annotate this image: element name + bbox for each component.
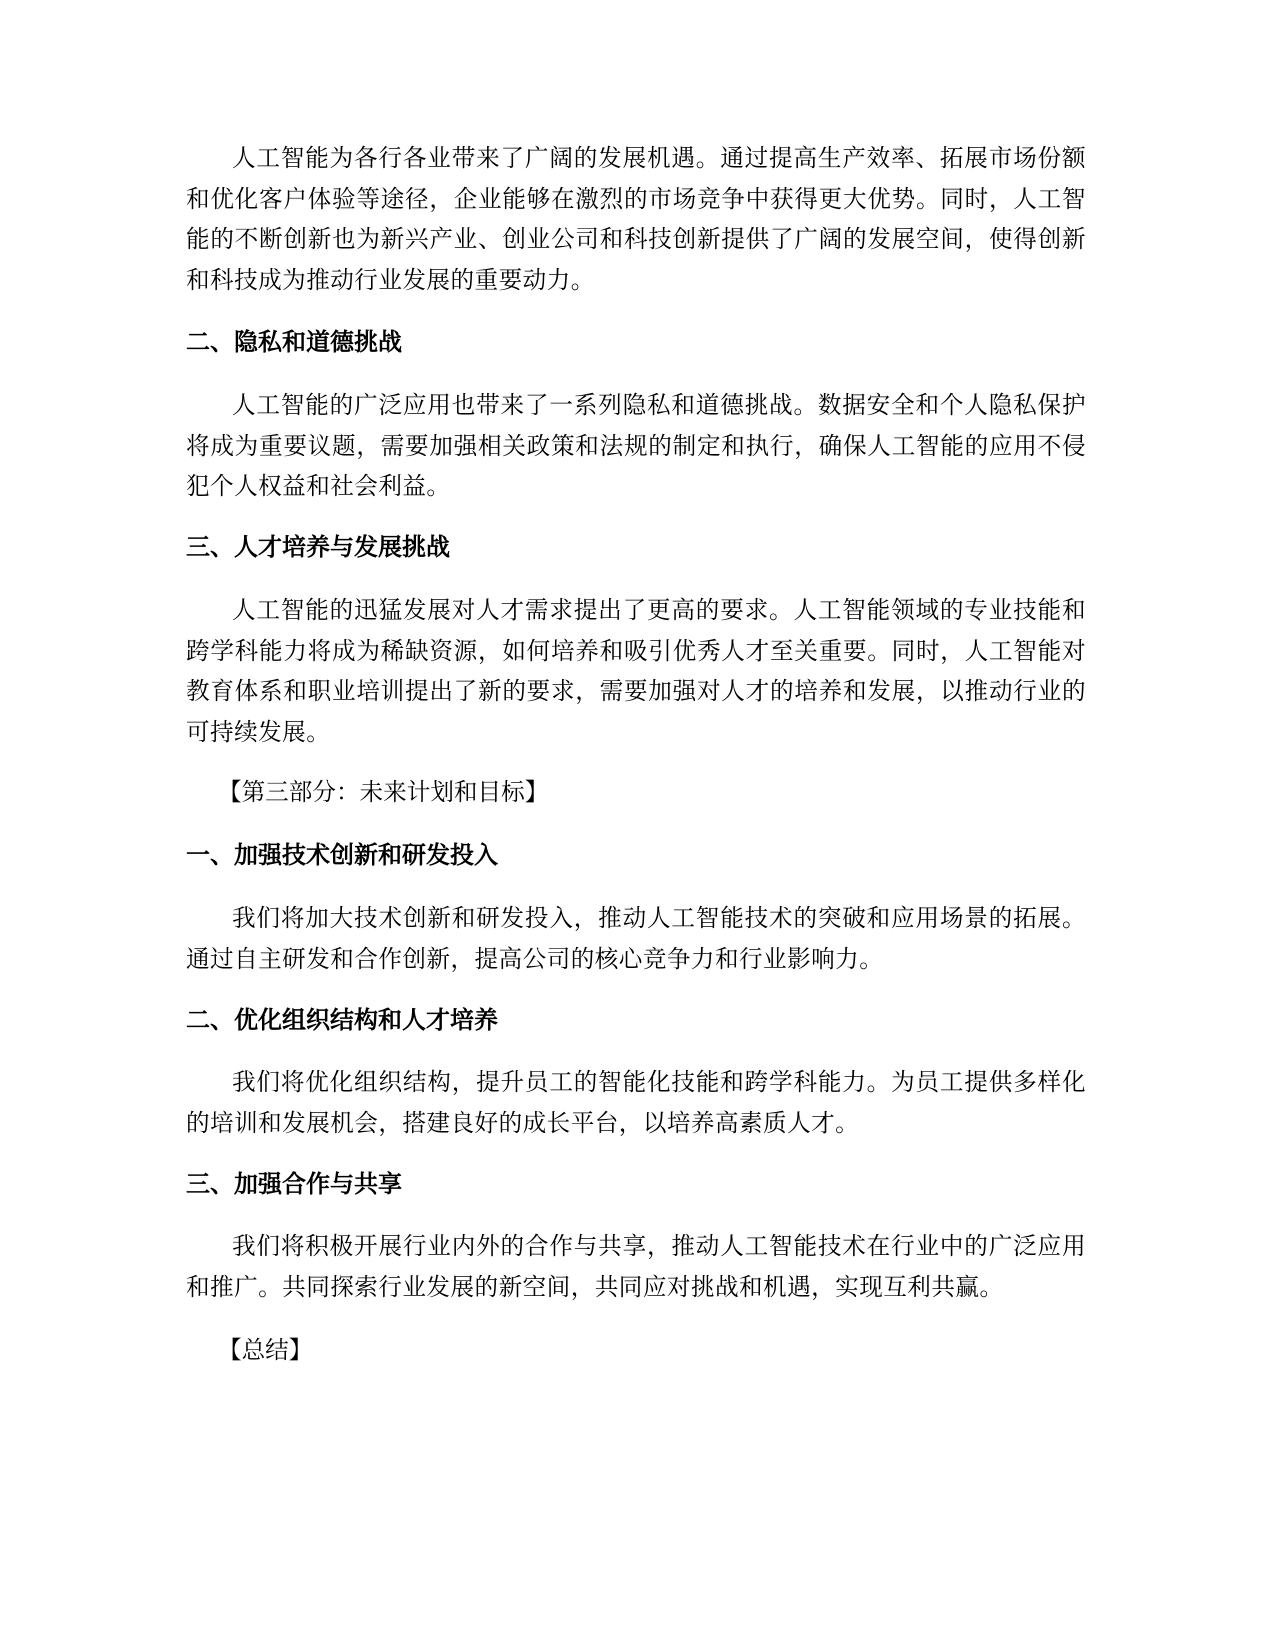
paragraph-privacy-ethics: 人工智能的广泛应用也带来了一系列隐私和道德挑战。数据安全和个人隐私保护将成为重要议题，需要加强相关政策和法规的制定和执行，确保人工智能的应用不侵犯个人权益和社会利益。: [186, 391, 1086, 500]
heading-org-structure: 二、优化组织结构和人才培养: [186, 1006, 498, 1034]
heading-cooperation: 三、加强合作与共享: [186, 1170, 402, 1198]
heading-privacy-ethics: 二、隐私和道德挑战: [186, 328, 402, 356]
section-title-part-three: 【第三部分：未来计划和目标】: [218, 778, 549, 806]
paragraph-org-structure: 我们将优化组织结构，提升员工的智能化技能和跨学科能力。为员工提供多样化的培训和发展机会，搭建良好的成长平台，以培养高素质人才。: [186, 1068, 1086, 1137]
paragraph-cooperation: 我们将积极开展行业内外的合作与共享，推动人工智能技术在行业中的广泛应用和推广。共同探索行业发展的新空间，共同应对挑战和机遇，实现互利共赢。: [186, 1232, 1086, 1301]
paragraph-tech-innovation: 我们将加大技术创新和研发投入，推动人工智能技术的突破和应用场景的拓展。通过自主研发和合作创新，提高公司的核心竞争力和行业影响力。: [186, 904, 1086, 973]
paragraph-ai-opportunities: 人工智能为各行各业带来了广阔的发展机遇。通过提高生产效率、拓展市场份额和优化客户体验等途径，企业能够在激烈的市场竞争中获得更大优势。同时，人工智能的不断创新也为新兴产业、创业公司和科技创新提供了广阔的发展空间，使得创新和科技成为推动行业发展的重要动力。: [186, 144, 1086, 294]
heading-tech-innovation: 一、加强技术创新和研发投入: [186, 841, 498, 869]
heading-talent-challenge: 三、人才培养与发展挑战: [186, 533, 450, 561]
paragraph-talent-challenge: 人工智能的迅猛发展对人才需求提出了更高的要求。人工智能领域的专业技能和跨学科能力将成为稀缺资源，如何培养和吸引优秀人才至关重要。同时，人工智能对教育体系和职业培训提出了新的要求，需要加强对人才的培养和发展，以推动行业的可持续发展。: [186, 596, 1086, 746]
section-title-summary: 【总结】: [218, 1336, 313, 1364]
